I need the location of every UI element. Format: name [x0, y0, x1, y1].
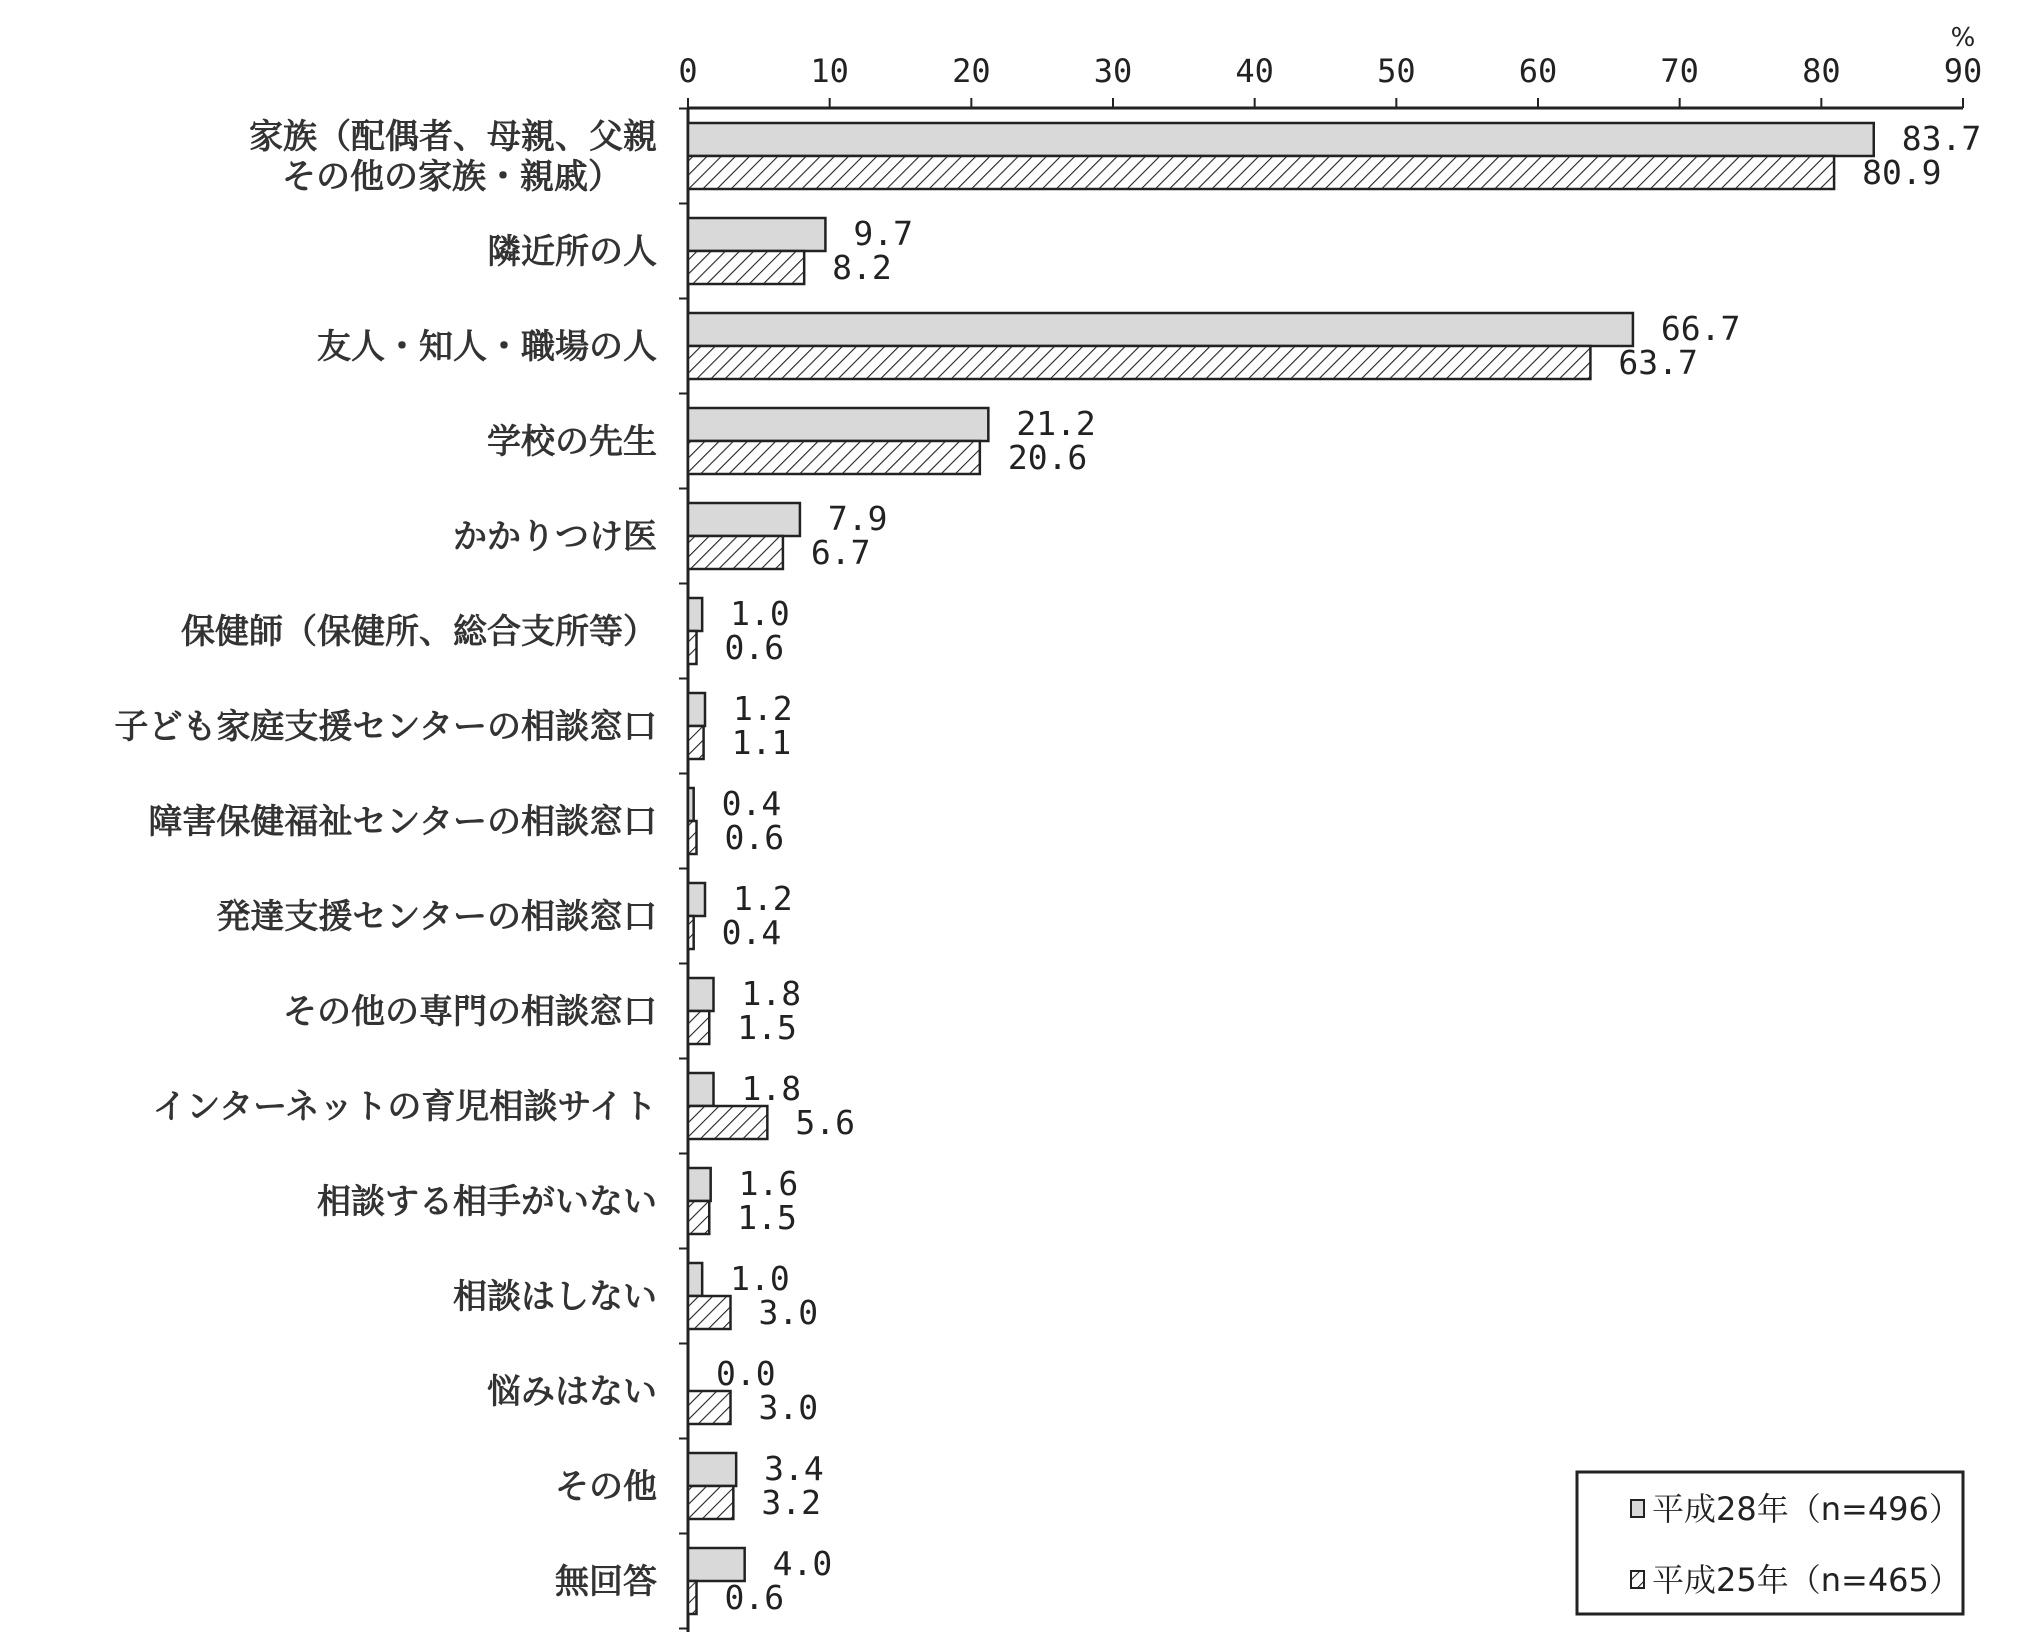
category-label: 無回答: [555, 1562, 657, 1602]
x-tick-label: 40: [1235, 52, 1274, 90]
value-label-series-1: 4.0: [772, 1544, 833, 1583]
category-label: 友人・知人・職場の人: [317, 327, 657, 367]
category-label: 保健師（保健所、総合支所等）: [181, 612, 657, 652]
bar-series-2: [688, 1011, 709, 1044]
bar-series-1: [688, 883, 705, 916]
value-label-series-2: 20.6: [1007, 438, 1088, 477]
bar-series-1: [688, 218, 825, 251]
bar-series-2: [688, 346, 1590, 379]
bar-series-1: [688, 693, 705, 726]
bar-series-1: [688, 313, 1633, 346]
legend-label-series-1: 平成28年（n=496）: [1652, 1490, 1961, 1528]
bar-series-2: [688, 821, 697, 854]
category-label: その他の家族・親戚）: [282, 157, 622, 197]
value-label-series-1: 3.4: [764, 1449, 824, 1488]
category-label: その他の専門の相談窓口: [283, 992, 657, 1032]
bar-series-1: [688, 408, 988, 441]
x-tick-label: 0: [678, 52, 698, 90]
value-label-series-2: 8.2: [832, 248, 892, 287]
value-label-series-1: 7.9: [827, 499, 888, 538]
bar-series-2: [688, 156, 1834, 189]
x-tick-label: 20: [952, 52, 991, 90]
x-tick-label: 80: [1802, 52, 1841, 90]
bar-series-2: [688, 1201, 709, 1234]
value-label-series-1: 0.4: [721, 784, 782, 823]
value-label-series-1: 83.7: [1901, 119, 1982, 158]
category-label: 隣近所の人: [487, 232, 657, 272]
value-label-series-1: 1.8: [741, 974, 802, 1013]
category-label: インターネットの育児相談サイト: [152, 1087, 657, 1127]
value-label-series-2: 3.0: [758, 1388, 819, 1427]
bar-series-1: [688, 788, 694, 821]
x-tick-label: 60: [1518, 52, 1558, 90]
value-label-series-2: 3.0: [758, 1293, 819, 1332]
x-axis-unit: %: [1950, 23, 1976, 53]
value-label-series-1: 0.0: [716, 1354, 776, 1393]
value-label-series-1: 21.2: [1016, 404, 1096, 443]
bar-series-1: [688, 978, 714, 1011]
value-label-series-2: 1.5: [737, 1198, 797, 1237]
category-label: 障害保健福祉センターの相談窓口: [148, 802, 657, 842]
bar-series-1: [688, 1168, 711, 1201]
value-label-series-1: 66.7: [1660, 309, 1741, 348]
category-label: 相談はしない: [453, 1277, 657, 1317]
category-labels: [114, 117, 657, 1602]
x-tick-label: 10: [810, 52, 849, 90]
bar-series-2: [688, 726, 704, 759]
bar-series-2: [688, 631, 697, 664]
value-label-series-1: 1.8: [741, 1069, 802, 1108]
bar-series-2: [688, 1391, 731, 1424]
x-tick-label: 30: [1093, 52, 1133, 90]
value-label-series-2: 0.6: [724, 628, 785, 667]
value-label-series-2: 1.5: [737, 1008, 797, 1047]
value-label-series-2: 1.1: [731, 723, 792, 762]
value-label-series-2: 3.2: [761, 1483, 821, 1522]
category-label: 発達支援センターの相談窓口: [216, 897, 657, 937]
bar-series-1: [688, 123, 1874, 156]
value-label-series-1: 9.7: [853, 214, 914, 253]
value-label-series-1: 1.2: [733, 879, 793, 918]
value-label-series-2: 63.7: [1618, 343, 1698, 382]
bar-series-1: [688, 1073, 714, 1106]
category-label: 悩みはない: [487, 1372, 657, 1412]
bar-series-2: [688, 536, 783, 569]
value-label-series-2: 0.6: [724, 1578, 785, 1617]
value-label-series-1: 1.2: [733, 689, 793, 728]
value-label-series-1: 1.6: [738, 1164, 799, 1203]
x-tick-label: 90: [1943, 52, 1983, 90]
bar-series-2: [688, 916, 694, 949]
category-label: 子ども家庭支援センターの相談窓口: [114, 707, 657, 747]
bar-series-2: [688, 441, 980, 474]
legend-swatch-series-1: [1631, 1500, 1644, 1517]
category-label: 学校の先生: [487, 422, 657, 462]
value-label-series-2: 0.4: [721, 913, 782, 952]
value-label-series-2: 80.9: [1862, 153, 1942, 192]
value-label-series-1: 1.0: [730, 594, 790, 633]
legend-swatch-series-2: [1631, 1571, 1644, 1588]
bar-series-1: [688, 598, 702, 631]
value-label-series-2: 6.7: [810, 533, 871, 572]
value-label-series-2: 5.6: [795, 1103, 855, 1142]
bar-series-2: [688, 1106, 767, 1139]
bar-series-1: [688, 1548, 745, 1581]
legend-label-series-2: 平成25年（n=465）: [1652, 1561, 1961, 1599]
category-label: かかりつけ医: [453, 517, 657, 557]
bar-series-2: [688, 1486, 733, 1519]
value-label-series-2: 0.6: [724, 818, 785, 857]
bar-series-1: [688, 1263, 702, 1296]
bar-series-2: [688, 1581, 697, 1614]
bar-series-1: [688, 1453, 736, 1486]
bar-series-2: [688, 1296, 731, 1329]
category-label: その他: [555, 1467, 657, 1507]
x-tick-label: 50: [1377, 52, 1416, 90]
bar-series-2: [688, 251, 804, 284]
category-label: 相談する相手がいない: [317, 1182, 657, 1222]
value-label-series-1: 1.0: [730, 1259, 790, 1298]
x-tick-label: 70: [1660, 52, 1699, 90]
bar-series-1: [688, 503, 800, 536]
category-label: 家族（配偶者、母親、父親: [249, 117, 657, 157]
legend: [1577, 1472, 1963, 1614]
